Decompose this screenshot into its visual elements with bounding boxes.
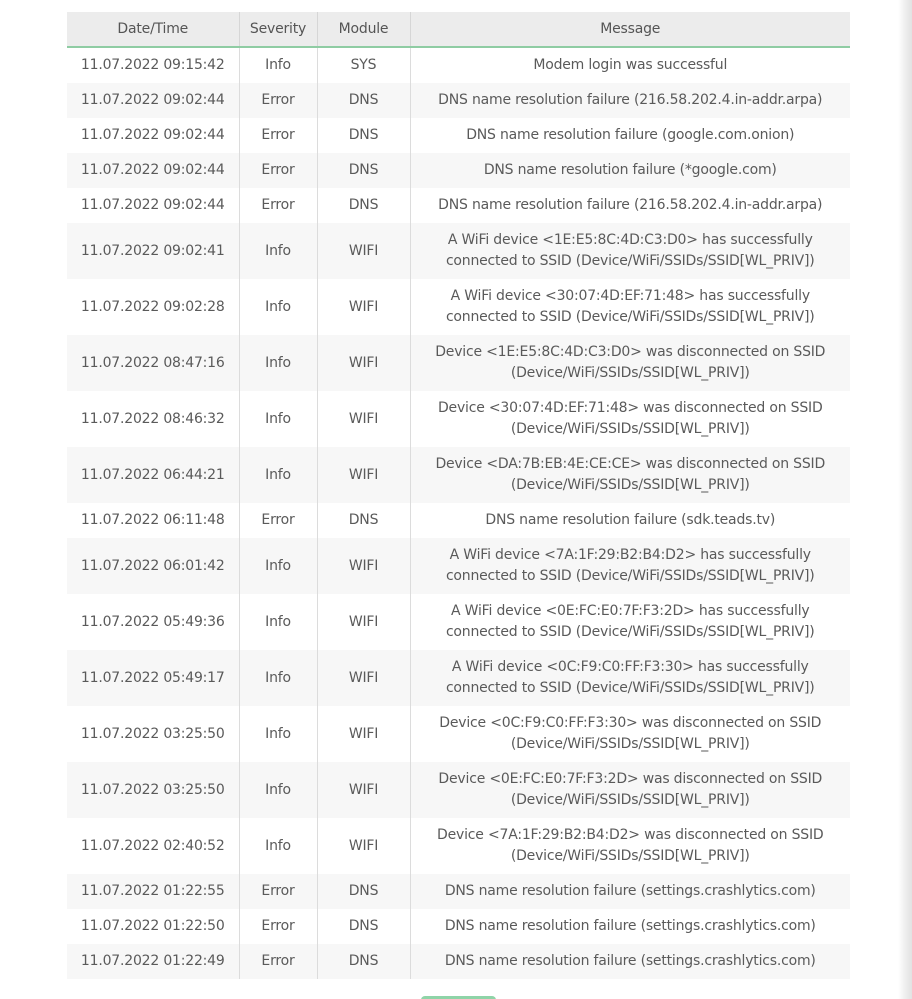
cell-datetime: 11.07.2022 09:02:41 <box>67 223 239 279</box>
table-row <box>67 503 850 538</box>
cell-severity: Info <box>239 279 317 335</box>
cell-message: Device <1E:E5:8C:4D:C3:D0> was disconnected on SSID (Device/WiFi/SSIDs/SSID[WL_PRIV]) <box>410 335 850 391</box>
column-header-datetime: Date/Time <box>67 12 239 47</box>
table-row <box>67 818 850 874</box>
cell-severity: Error <box>239 909 317 944</box>
cell-module: WIFI <box>317 818 410 874</box>
table-row <box>67 762 850 818</box>
table-row <box>67 391 850 447</box>
cell-message: A WiFi device <7A:1F:29:B2:B4:D2> has successfully connected to SSID (Device/WiFi/SSIDs/SSID[WL_PRIV]) <box>410 538 850 594</box>
cell-datetime: 11.07.2022 03:25:50 <box>67 706 239 762</box>
cell-message: DNS name resolution failure (sdk.teads.tv) <box>410 503 850 538</box>
cell-datetime: 11.07.2022 09:02:44 <box>67 188 239 223</box>
cell-severity: Error <box>239 944 317 979</box>
cell-message: DNS name resolution failure (google.com.onion) <box>410 118 850 153</box>
cell-datetime: 11.07.2022 09:02:28 <box>67 279 239 335</box>
cell-severity: Info <box>239 47 317 83</box>
cell-severity: Info <box>239 447 317 503</box>
cell-datetime: 11.07.2022 09:02:44 <box>67 83 239 118</box>
cell-message: DNS name resolution failure (settings.crashlytics.com) <box>410 909 850 944</box>
cell-message: Device <DA:7B:EB:4E:CE:CE> was disconnected on SSID (Device/WiFi/SSIDs/SSID[WL_PRIV]) <box>410 447 850 503</box>
column-header-severity: Severity <box>239 12 317 47</box>
cell-message: DNS name resolution failure (216.58.202.4.in-addr.arpa) <box>410 83 850 118</box>
cell-module: DNS <box>317 188 410 223</box>
table-row <box>67 335 850 391</box>
table-row <box>67 153 850 188</box>
table-row <box>67 706 850 762</box>
cell-datetime: 11.07.2022 06:11:48 <box>67 503 239 538</box>
cell-module: WIFI <box>317 594 410 650</box>
table-body <box>67 47 850 979</box>
event-log-table <box>67 12 850 979</box>
cell-severity: Info <box>239 818 317 874</box>
cell-module: SYS <box>317 47 410 83</box>
cell-severity: Info <box>239 391 317 447</box>
cell-severity: Info <box>239 594 317 650</box>
cell-module: DNS <box>317 909 410 944</box>
cell-severity: Error <box>239 153 317 188</box>
table-row <box>67 594 850 650</box>
cell-message: Device <7A:1F:29:B2:B4:D2> was disconnected on SSID (Device/WiFi/SSIDs/SSID[WL_PRIV]) <box>410 818 850 874</box>
cell-module: DNS <box>317 944 410 979</box>
table-row <box>67 447 850 503</box>
cell-severity: Error <box>239 118 317 153</box>
cell-datetime: 11.07.2022 05:49:17 <box>67 650 239 706</box>
cell-module: WIFI <box>317 279 410 335</box>
table-row <box>67 118 850 153</box>
cell-datetime: 11.07.2022 01:22:50 <box>67 909 239 944</box>
cell-message: Device <0C:F9:C0:FF:F3:30> was disconnected on SSID (Device/WiFi/SSIDs/SSID[WL_PRIV]) <box>410 706 850 762</box>
cell-module: DNS <box>317 83 410 118</box>
cell-module: WIFI <box>317 447 410 503</box>
table-row <box>67 47 850 83</box>
table-row <box>67 944 850 979</box>
cell-severity: Error <box>239 83 317 118</box>
cell-module: WIFI <box>317 538 410 594</box>
cell-datetime: 11.07.2022 01:22:55 <box>67 874 239 909</box>
cell-severity: Info <box>239 706 317 762</box>
table-row <box>67 223 850 279</box>
cell-message: A WiFi device <30:07:4D:EF:71:48> has successfully connected to SSID (Device/WiFi/SSIDs/SSID[WL_PRIV]) <box>410 279 850 335</box>
cell-severity: Error <box>239 503 317 538</box>
table-row <box>67 650 850 706</box>
cell-severity: Info <box>239 650 317 706</box>
cell-message: A WiFi device <0C:F9:C0:FF:F3:30> has successfully connected to SSID (Device/WiFi/SSIDs/SSID[WL_PRIV]) <box>410 650 850 706</box>
column-header-message: Message <box>410 12 850 47</box>
cell-message: Modem login was successful <box>410 47 850 83</box>
cell-message: A WiFi device <1E:E5:8C:4D:C3:D0> has successfully connected to SSID (Device/WiFi/SSIDs/SSID[WL_PRIV]) <box>410 223 850 279</box>
cell-message: DNS name resolution failure (216.58.202.4.in-addr.arpa) <box>410 188 850 223</box>
cell-datetime: 11.07.2022 08:47:16 <box>67 335 239 391</box>
cell-message: A WiFi device <0E:FC:E0:7F:F3:2D> has successfully connected to SSID (Device/WiFi/SSIDs/SSID[WL_PRIV]) <box>410 594 850 650</box>
cell-datetime: 11.07.2022 02:40:52 <box>67 818 239 874</box>
cell-severity: Info <box>239 538 317 594</box>
cell-message: DNS name resolution failure (*google.com) <box>410 153 850 188</box>
cell-datetime: 11.07.2022 09:15:42 <box>67 47 239 83</box>
table-row <box>67 909 850 944</box>
cell-module: DNS <box>317 118 410 153</box>
cell-datetime: 11.07.2022 03:25:50 <box>67 762 239 818</box>
cell-severity: Info <box>239 223 317 279</box>
cell-message: DNS name resolution failure (settings.crashlytics.com) <box>410 944 850 979</box>
cell-module: WIFI <box>317 706 410 762</box>
column-header-module: Module <box>317 12 410 47</box>
table-row <box>67 188 850 223</box>
cell-module: WIFI <box>317 762 410 818</box>
cell-module: WIFI <box>317 335 410 391</box>
table-row <box>67 874 850 909</box>
cell-datetime: 11.07.2022 05:49:36 <box>67 594 239 650</box>
cell-module: DNS <box>317 153 410 188</box>
cell-severity: Error <box>239 188 317 223</box>
cell-datetime: 11.07.2022 08:46:32 <box>67 391 239 447</box>
cell-severity: Info <box>239 335 317 391</box>
cell-module: DNS <box>317 874 410 909</box>
cell-message: DNS name resolution failure (settings.crashlytics.com) <box>410 874 850 909</box>
table-row <box>67 279 850 335</box>
cell-module: WIFI <box>317 223 410 279</box>
cell-module: WIFI <box>317 650 410 706</box>
cell-severity: Error <box>239 874 317 909</box>
cell-datetime: 11.07.2022 09:02:44 <box>67 118 239 153</box>
table-row <box>67 83 850 118</box>
cell-datetime: 11.07.2022 09:02:44 <box>67 153 239 188</box>
cell-datetime: 11.07.2022 06:01:42 <box>67 538 239 594</box>
cell-module: WIFI <box>317 391 410 447</box>
cell-module: DNS <box>317 503 410 538</box>
table-header <box>67 12 850 47</box>
cell-datetime: 11.07.2022 06:44:21 <box>67 447 239 503</box>
cell-message: Device <0E:FC:E0:7F:F3:2D> was disconnected on SSID (Device/WiFi/SSIDs/SSID[WL_PRIV]) <box>410 762 850 818</box>
cell-datetime: 11.07.2022 01:22:49 <box>67 944 239 979</box>
cell-message: Device <30:07:4D:EF:71:48> was disconnected on SSID (Device/WiFi/SSIDs/SSID[WL_PRIV]) <box>410 391 850 447</box>
page-edge-shadow <box>898 0 912 999</box>
table-row <box>67 538 850 594</box>
cell-severity: Info <box>239 762 317 818</box>
